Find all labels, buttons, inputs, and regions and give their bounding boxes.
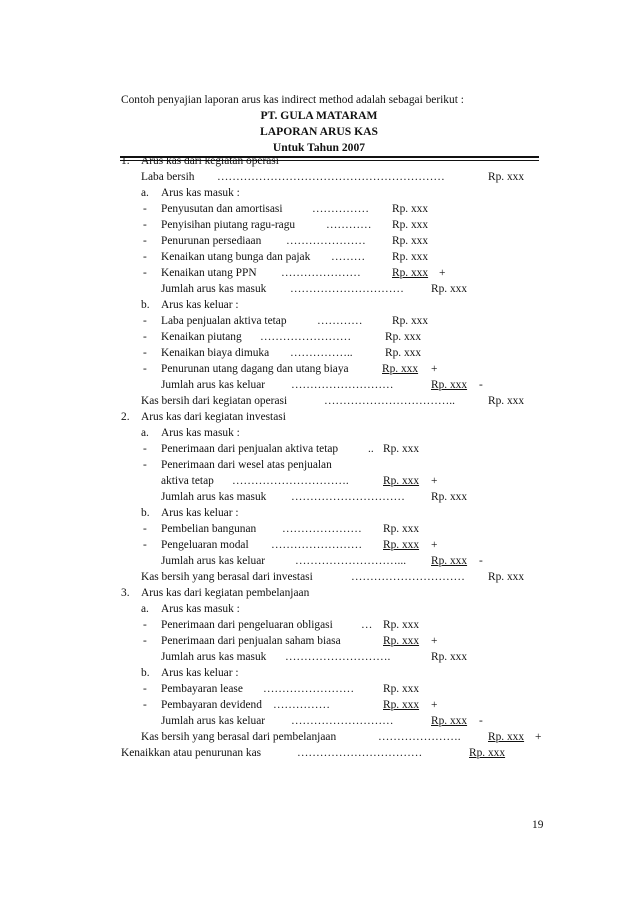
line-text: - [143,683,147,695]
line-text: Kas bersih yang berasal dari investasi [141,571,313,583]
line-text: - [143,443,147,455]
line-text: Jumlah arus kas masuk [161,651,267,663]
line-text: - [143,251,147,263]
line-text: Rp. xxx [383,523,420,535]
line-text: …………………. [378,731,461,743]
line-text: Penurunan utang dagang dan utang biaya [161,363,349,375]
page-number: 19 [532,819,544,831]
line-text: Rp. xxx [431,491,468,503]
line-text: Jumlah arus kas masuk [161,283,267,295]
line-text: 1. [121,155,130,167]
line-text: Kenaikan biaya dimuka [161,347,270,359]
line-text: Rp. xxx [431,379,468,391]
line-text: Arus kas keluar : [161,667,239,679]
line-text: Rp. xxx [385,331,422,343]
line-text: - [479,715,483,727]
line-text: Rp. xxx [392,219,429,231]
line-text: Kenaikan utang bunga dan pajak [161,251,311,263]
line-text: Pembayaran devidend [161,699,262,711]
line-text: Penerimaan dari penjualan saham biasa [161,635,341,647]
line-text: Rp. xxx [488,171,525,183]
line-text: ………………… [286,235,366,247]
line-text: … [361,619,373,631]
line-text: - [143,315,147,327]
line-text: - [143,235,147,247]
line-text: Rp. xxx [385,347,422,359]
line-text: - [143,619,147,631]
line-text: …………………………… [297,747,423,759]
line-text: ………………………... [295,555,407,567]
line-text: - [143,219,147,231]
line-text: + [431,699,438,711]
line-text: - [143,203,147,215]
line-text: - [479,379,483,391]
line-text: Pembelian bangunan [161,523,257,535]
line-text: Rp. xxx [383,475,420,487]
line-text: Arus kas dari kegiatan investasi [141,411,286,423]
report-period: Untuk Tahun 2007 [272,141,366,154]
line-text: aktiva tetap [161,475,214,487]
line-text: Rp. xxx [488,731,525,743]
line-text: Penyisihan piutang ragu-ragu [161,219,296,231]
line-text: ………………… [282,523,362,535]
line-text: Rp. xxx [383,619,420,631]
line-text: - [143,635,147,647]
line-text: Kenaikan utang PPN [161,267,257,279]
line-text: Laba penjualan aktiva tetap [161,315,287,327]
line-text: a. [141,187,149,199]
line-text: Rp. xxx [431,651,468,663]
line-text: …………….. [290,347,353,359]
line-text: 3. [121,587,130,599]
line-text: …………………… [260,331,352,343]
line-text: Kas bersih yang berasal dari pembelanjaan [141,731,337,743]
line-text: Arus kas dari kegiatan pembelanjaan [141,587,310,599]
line-text: Penerimaan dari pengeluaran obligasi [161,619,333,631]
line-text: Kas bersih dari kegiatan operasi [141,395,288,407]
line-text: Kenaikkan atau penurunan kas [121,747,262,759]
line-text: Rp. xxx [383,539,420,551]
line-text: ………………………… [291,491,405,503]
line-text: …………………………………………………… [217,171,445,183]
line-text: Kenaikan piutang [161,331,242,343]
line-text: - [143,523,147,535]
line-text: Rp. xxx [488,571,525,583]
line-text: Rp. xxx [392,315,429,327]
line-text: Penerimaan dari penjualan aktiva tetap [161,443,339,455]
line-text: Arus kas keluar : [161,507,239,519]
line-text: Rp. xxx [392,235,429,247]
line-text: Penurunan persediaan [161,235,262,247]
line-text: ………………………… [290,283,404,295]
line-text: Pengeluaran modal [161,539,249,551]
line-text: - [143,459,147,471]
line-text: ………… [317,315,363,327]
line-text: Rp. xxx [431,283,468,295]
line-text: - [143,539,147,551]
line-text: 2. [121,411,130,423]
line-text: a. [141,603,149,615]
line-text: Rp. xxx [383,635,420,647]
line-text: …………… [312,203,369,215]
line-text: b. [141,667,150,679]
line-text: Laba bersih [141,171,195,183]
line-text: Jumlah arus kas keluar [161,555,266,567]
line-text: ………………………… [351,571,465,583]
line-text: ……………………… [291,379,394,391]
line-text: …………………………. [232,475,349,487]
line-text: …………………… [263,683,355,695]
report-title: LAPORAN ARUS KAS [260,125,378,138]
line-text: b. [141,507,150,519]
line-text: Rp. xxx [383,699,420,711]
line-text: Rp. xxx [488,395,525,407]
line-text: - [143,363,147,375]
line-text: Pembayaran lease [161,683,243,695]
line-text: …………………… [271,539,363,551]
line-text: Rp. xxx [392,203,429,215]
line-text: ……… [331,251,366,263]
line-text: …………………………….. [324,395,455,407]
line-text: Arus kas keluar : [161,299,239,311]
company-name: PT. GULA MATARAM [260,109,378,122]
line-text: + [431,539,438,551]
line-text: Rp. xxx [392,251,429,263]
line-text: …………… [273,699,330,711]
line-text: ………………………. [285,651,391,663]
line-text: Rp. xxx [431,715,468,727]
line-text: + [439,267,446,279]
line-text: Arus kas dari kegiatan operasi [141,155,279,167]
line-text: + [431,475,438,487]
line-text: a. [141,427,149,439]
line-text: ………… [326,219,372,231]
line-text: + [431,363,438,375]
line-text: Jumlah arus kas masuk [161,491,267,503]
line-text: - [143,347,147,359]
line-text: - [143,331,147,343]
line-text: ………………… [281,267,361,279]
line-text: - [143,267,147,279]
line-text: Arus kas masuk : [161,603,240,615]
line-text: Rp. xxx [469,747,506,759]
intro-text: Contoh penyajian laporan arus kas indirect method adalah sebagai berikut : [121,94,464,106]
line-text: Arus kas masuk : [161,427,240,439]
line-text: Jumlah arus kas keluar [161,715,266,727]
line-text: + [431,635,438,647]
line-text: Arus kas masuk : [161,187,240,199]
line-text: Jumlah arus kas keluar [161,379,266,391]
line-text: .. [368,443,374,455]
line-text: Rp. xxx [431,555,468,567]
line-text: + [535,731,542,743]
line-text: Rp. xxx [382,363,419,375]
line-text: b. [141,299,150,311]
line-text: ……………………… [291,715,394,727]
line-text: Penyusutan dan amortisasi [161,203,283,215]
line-text: Penerimaan dari wesel atas penjualan [161,459,332,471]
line-text: Rp. xxx [392,267,429,279]
line-text: - [479,555,483,567]
line-text: - [143,699,147,711]
line-text: Rp. xxx [383,443,420,455]
line-text: Rp. xxx [383,683,420,695]
